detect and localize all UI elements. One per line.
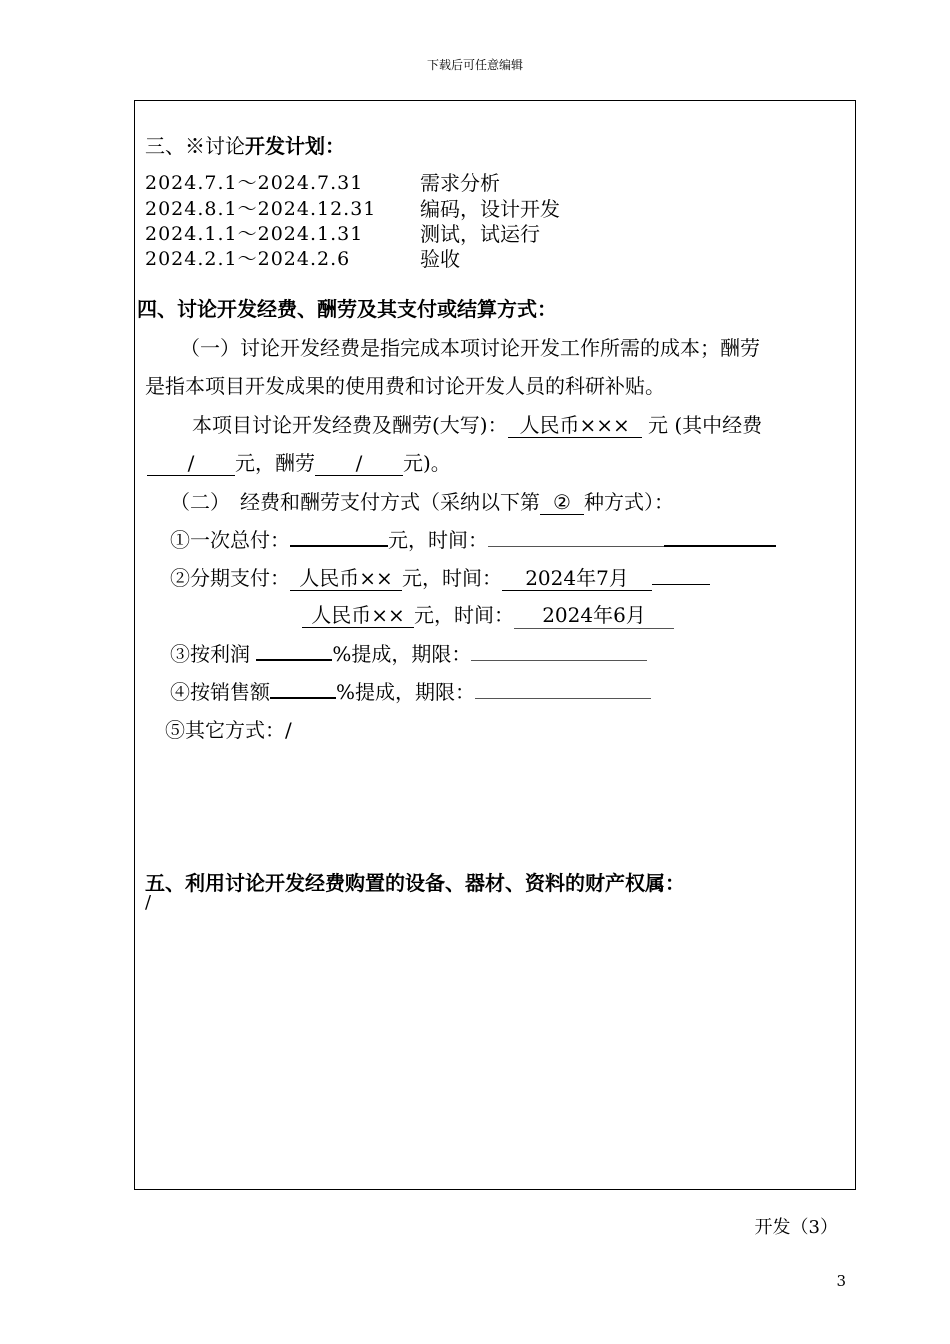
cost-definition-line2: 是指本项目开发成果的使用费和讨论开发人员的科研补贴。: [145, 374, 665, 398]
option4-percent-blank: [270, 677, 336, 699]
total-amount-line: 本项目讨论开发经费及酬劳(大写)： 人民币××× 元 (其中经费: [192, 413, 763, 437]
option2-time: 2024年7月: [502, 567, 652, 591]
fee-breakdown-line: / 元，酬劳 / 元)。: [147, 447, 451, 476]
option3-period-blank: [471, 640, 647, 661]
section5-title: 五、利用讨论开发经费购置的设备、器材、资料的财产权属：: [145, 871, 685, 895]
option2-line: ②分期支付： 人民币×× 元，时间： 2024年7月: [170, 562, 710, 591]
option5-line: ⑤其它方式：/: [165, 718, 292, 742]
schedule-task-4: 验收: [420, 247, 460, 271]
page-number: 3: [836, 1272, 846, 1290]
option2-amount: 人民币××: [290, 567, 402, 591]
payment-method-line: （二） 经费和酬劳支付方式（采纳以下第 ② 种方式）：: [170, 490, 674, 514]
section4-title: 四、讨论开发经费、酬劳及其支付或结算方式：: [137, 297, 557, 321]
schedule-period-2: 2024.8.1～2024.12.31: [145, 198, 377, 220]
schedule-period-1: 2024.7.1～2024.7.31: [145, 172, 364, 194]
total-amount-value: 人民币×××: [508, 414, 642, 438]
option1-amount-blank: [290, 525, 388, 547]
schedule-period-3: 2024.1.1～2024.1.31: [145, 223, 364, 245]
payment-method-choice: ②: [540, 491, 584, 515]
schedule-task-1: 需求分析: [420, 171, 500, 195]
option1-time-blank: [488, 526, 664, 547]
schedule-period-4: 2024.2.1～2024.2.6: [145, 248, 351, 270]
section5-value: /: [145, 892, 152, 913]
option2b-amount: 人民币××: [302, 604, 414, 628]
option4-period-blank: [475, 678, 651, 699]
section3-title: 三、※讨论开发计划：: [145, 134, 345, 158]
option3-line: ③按利润 %提成，期限：: [170, 638, 647, 667]
option4-line: ④按销售额 %提成，期限：: [170, 676, 651, 705]
reward-value: /: [315, 452, 403, 476]
fee-value: /: [147, 452, 235, 476]
option2b-line: 人民币×× 元，时间： 2024年6月: [302, 599, 674, 629]
option3-percent-blank: [256, 639, 332, 661]
option2b-time: 2024年6月: [514, 599, 674, 629]
option1-line: ①一次总付： 元，时间：: [170, 524, 776, 553]
schedule-task-3: 测试，试运行: [420, 222, 540, 246]
page-header-note: 下载后可任意编辑: [426, 58, 523, 72]
form-code: 开发（3）: [754, 1217, 838, 1238]
cost-definition-line1: （一）讨论开发经费是指完成本项讨论开发工作所需的成本；酬劳: [180, 336, 760, 360]
schedule-task-2: 编码，设计开发: [420, 197, 560, 221]
